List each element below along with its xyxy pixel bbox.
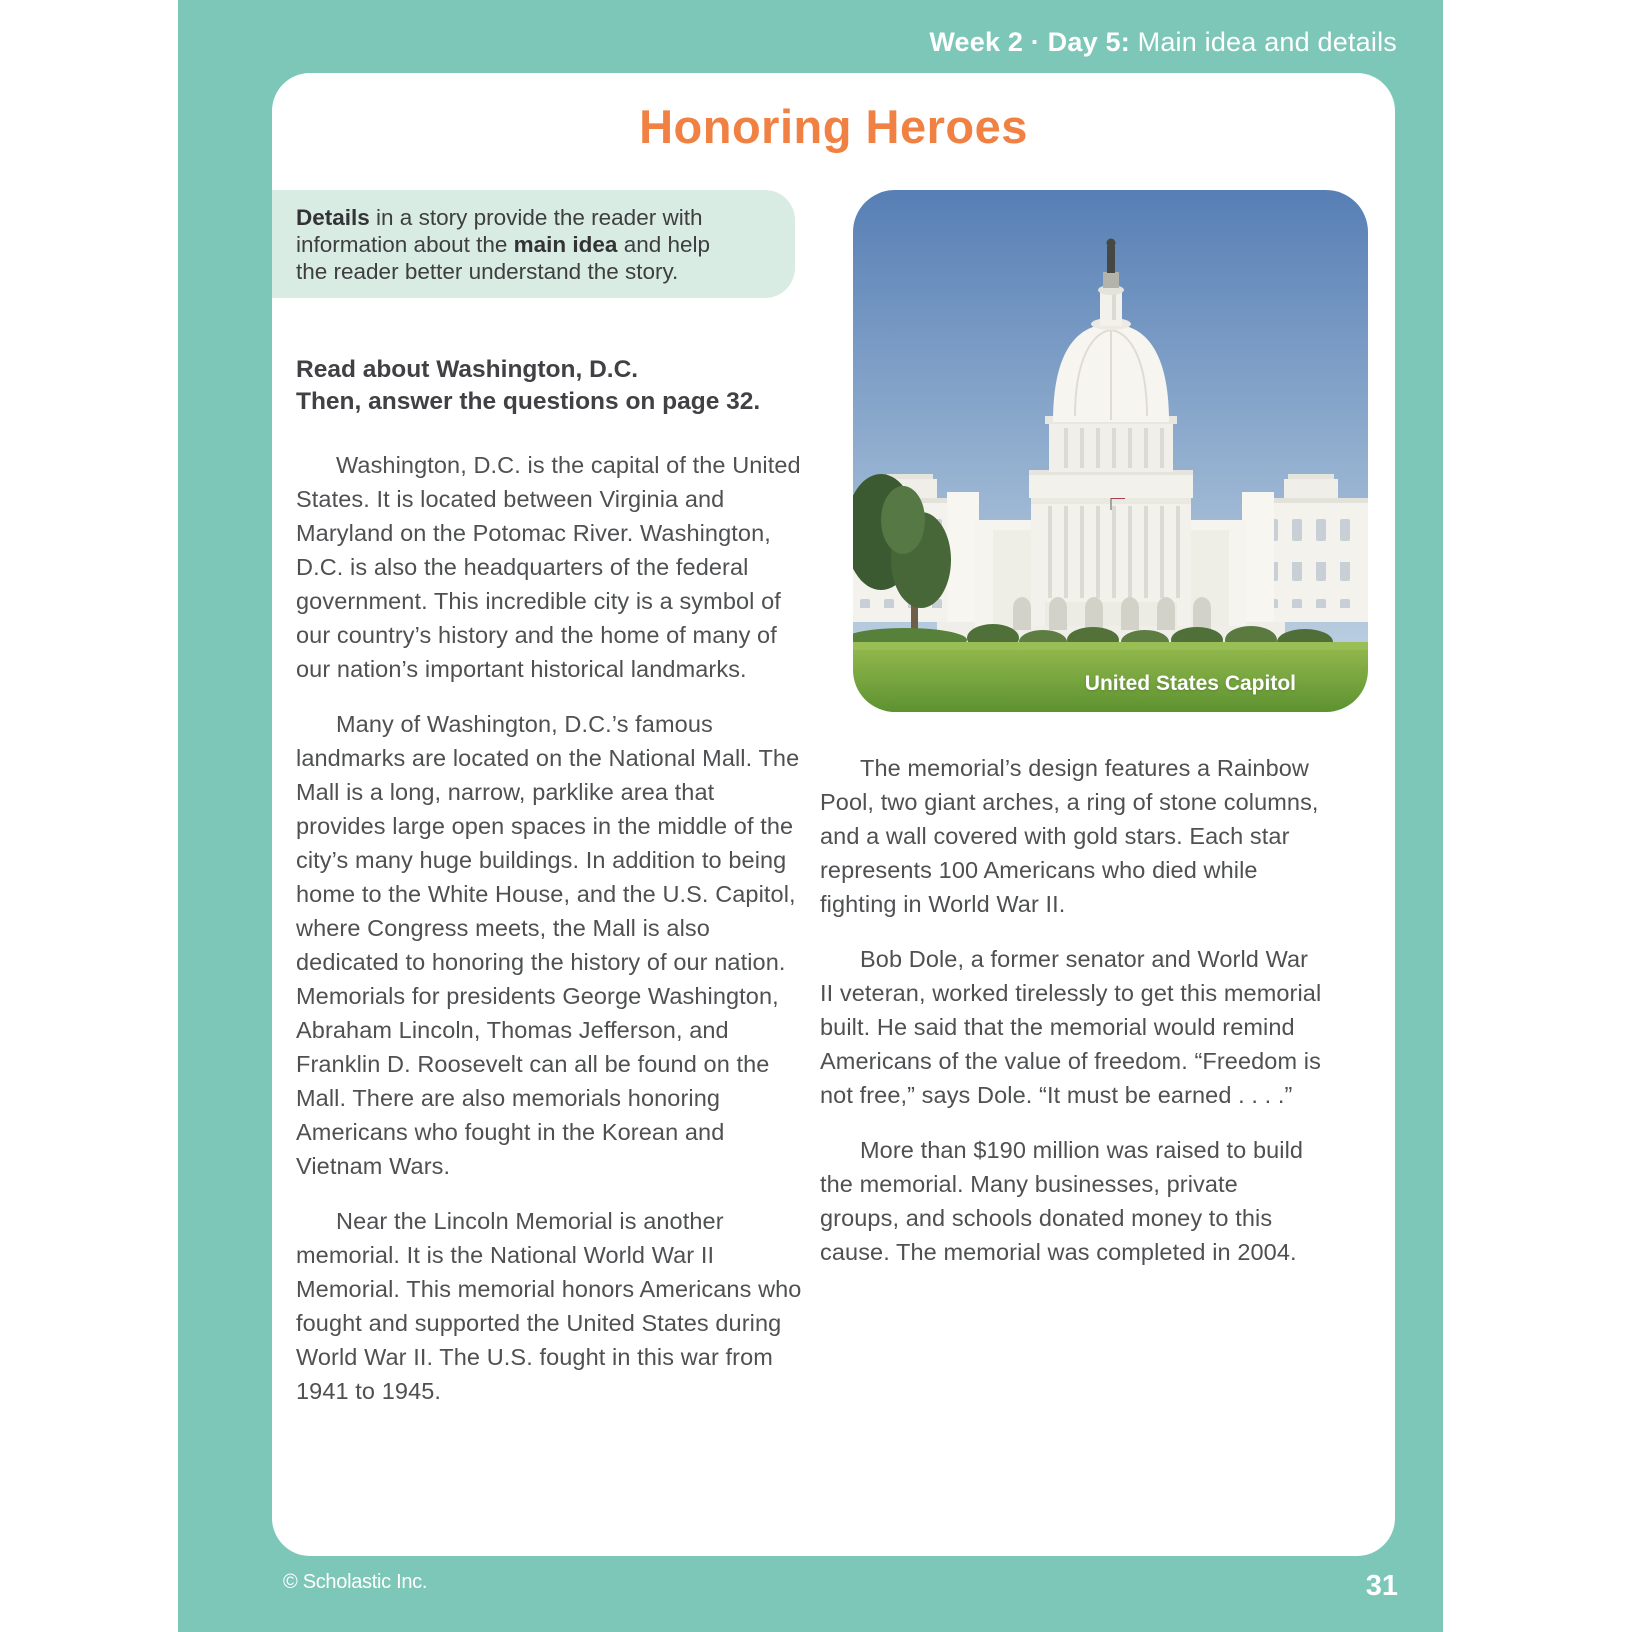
capitol-photo-illustration	[853, 190, 1368, 712]
paragraph: Near the Lincoln Memorial is another memorial. It is the National World War II Memorial. This memorial honors Americans who fought and supported the United States during World War II. The U.S. fought in this war from 1941 to 1945.	[296, 1208, 802, 1404]
lesson-header	[178, 26, 1397, 58]
concept-line-3	[296, 258, 777, 285]
content-card	[272, 73, 1395, 1556]
concept-term-main-idea: main idea	[513, 232, 618, 257]
lesson-week-day: Week 2 · Day 5:	[929, 27, 1130, 57]
paragraph: More than $190 million was raised to build the memorial. Many businesses, private groups, and schools donated money to this cause. The memorial was completed in 2004.	[820, 1137, 1304, 1265]
concept-text: information about the	[296, 232, 514, 257]
concept-text: and help	[617, 232, 711, 257]
concept-text: in a story provide the reader with	[369, 205, 703, 230]
photo-caption: United States Capitol	[1084, 672, 1296, 695]
reading-instructions	[296, 354, 760, 418]
paragraph: Washington, D.C. is the capital of the United States. It is located between Virginia and Maryland on the Potomac River. Washington, D.C. is also the headquarters of the federal government. This incredible city is a symbol of our country’s history and the home of many of our nation’s important historical landmarks.	[296, 452, 801, 682]
concept-definition-box	[272, 190, 795, 298]
concept-text: the reader better understand the story.	[296, 259, 679, 284]
paragraph: Bob Dole, a former senator and World War II veteran, worked tirelessly to get this memorial built. He said that the memorial would remind Americans of the value of freedom. “Freedom is not free,” says Dole. “It must be earned . . . .”	[820, 946, 1322, 1108]
copyright-notice: © Scholastic Inc.	[283, 1571, 428, 1593]
paragraph: Many of Washington, D.C.’s famous landmarks are located on the National Mall. The Mall is a long, narrow, parklike area that provides large open spaces in the middle of the city’s many huge buildings. In addition to being home to the White House, and the U.S. Capitol, where Congress meets, the Mall is also dedicated to honoring the history of our nation. Memorials for presidents George Washington, Abraham Lincoln, Thomas Jefferson, and Franklin D. Roosevelt can all be found on the Mall. There are also memorials honoring Americans who fought in the Korean and Vietnam Wars.	[296, 711, 800, 1179]
capitol-photo	[853, 190, 1368, 712]
concept-line-2	[296, 231, 777, 258]
concept-line-1	[296, 204, 777, 231]
paragraph: The memorial’s design features a Rainbow Pool, two giant arches, a ring of stone columns, and a wall covered with gold stars. Each star represents 100 Americans who died while fighting in World War II.	[820, 755, 1319, 917]
page-number: 31	[1365, 1570, 1398, 1602]
concept-term-details: Details	[296, 205, 370, 230]
article-left-column	[296, 448, 803, 1429]
article-right-column	[820, 751, 1322, 1290]
instructions-line-1: Read about Washington, D.C.	[296, 356, 639, 383]
instructions-line-2: Then, answer the questions on page 32.	[296, 388, 761, 415]
lesson-topic: Main idea and details	[1129, 27, 1397, 57]
page-title: Honoring Heroes	[639, 100, 1028, 153]
